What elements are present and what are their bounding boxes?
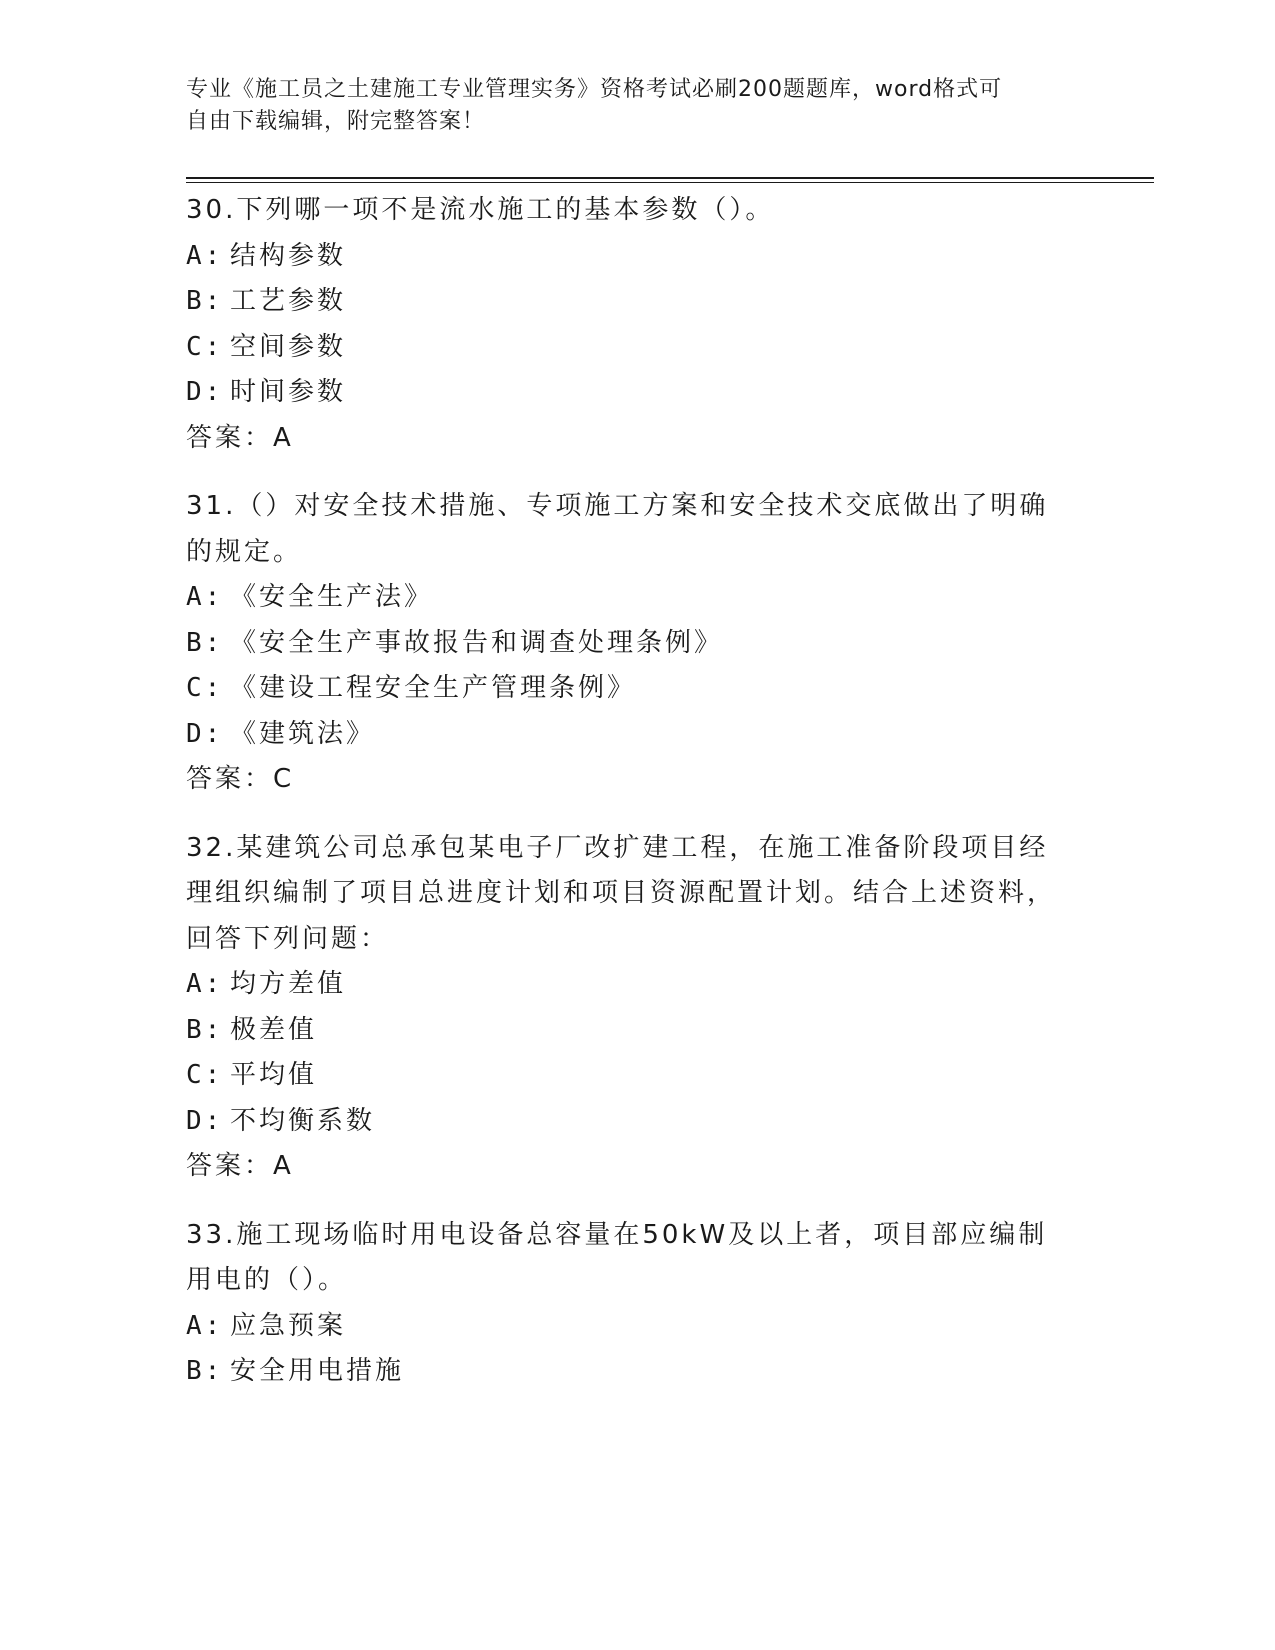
question-32 bbox=[186, 826, 1076, 1190]
option-key: A: bbox=[186, 240, 224, 271]
option-text: 平均值 bbox=[230, 1060, 318, 1090]
question-30 bbox=[186, 188, 1076, 461]
option-key: C: bbox=[186, 673, 224, 703]
header-divider-thick bbox=[186, 177, 1154, 179]
option-c bbox=[186, 1053, 1076, 1099]
option-b bbox=[186, 621, 1076, 667]
option-text: 结构参数 bbox=[230, 240, 347, 271]
option-key: B: bbox=[186, 286, 224, 316]
option-a bbox=[186, 962, 1076, 1008]
option-a bbox=[186, 575, 1076, 621]
option-d bbox=[186, 370, 1076, 416]
option-text: 《建设工程安全生产管理条例》 bbox=[230, 673, 637, 703]
document-header bbox=[186, 74, 1066, 138]
question-33 bbox=[186, 1213, 1076, 1395]
option-key: D: bbox=[186, 377, 224, 407]
question-stem: 32.某建筑公司总承包某电子厂改扩建工程，在施工准备阶段项目经理组织编制了项目总进度计划和项目资源配置计划。结合上述资料，回答下列问题： bbox=[186, 832, 1057, 954]
option-text: 《安全生产事故报告和调查处理条例》 bbox=[230, 627, 724, 658]
question-stem: 31.（）对安全技术措施、专项施工方案和安全技术交底做出了明确的规定。 bbox=[186, 491, 1049, 567]
option-text: 工艺参数 bbox=[230, 286, 347, 316]
option-key: A: bbox=[186, 1310, 224, 1341]
answer-line: 答案：A bbox=[186, 1151, 294, 1181]
option-d bbox=[186, 712, 1076, 758]
question-31 bbox=[186, 484, 1076, 803]
option-text: 极差值 bbox=[230, 1014, 318, 1045]
option-b bbox=[186, 1008, 1076, 1054]
option-key: D: bbox=[186, 1105, 224, 1136]
option-text: 时间参数 bbox=[230, 377, 347, 407]
option-d bbox=[186, 1099, 1076, 1145]
option-text: 应急预案 bbox=[230, 1310, 347, 1341]
question-list bbox=[186, 188, 1076, 1418]
option-key: B: bbox=[186, 1356, 224, 1386]
header-divider-thin bbox=[186, 182, 1154, 183]
option-text: 不均衡系数 bbox=[230, 1105, 376, 1136]
option-key: C: bbox=[186, 1060, 224, 1090]
option-text: 安全用电措施 bbox=[230, 1356, 405, 1386]
question-stem: 33.施工现场临时用电设备总容量在50kW及以上者，项目部应编制用电的（）。 bbox=[186, 1219, 1048, 1295]
option-a bbox=[186, 1304, 1076, 1350]
option-c bbox=[186, 666, 1076, 712]
option-key: A: bbox=[186, 582, 224, 612]
option-text: 空间参数 bbox=[230, 331, 347, 362]
option-b bbox=[186, 279, 1076, 325]
answer-line: 答案：A bbox=[186, 422, 294, 453]
option-key: A: bbox=[186, 969, 224, 999]
option-text: 《安全生产法》 bbox=[230, 582, 434, 612]
option-b bbox=[186, 1349, 1076, 1395]
option-key: B: bbox=[186, 627, 224, 658]
option-key: C: bbox=[186, 331, 224, 362]
option-key: D: bbox=[186, 718, 224, 749]
option-c bbox=[186, 325, 1076, 371]
option-a bbox=[186, 234, 1076, 280]
option-text: 均方差值 bbox=[230, 969, 347, 999]
question-stem: 30.下列哪一项不是流水施工的基本参数（）。 bbox=[186, 195, 775, 225]
answer-line: 答案：C bbox=[186, 764, 295, 794]
header-line-1: 专业《施工员之土建施工专业管理实务》资格考试必刷200题题库，word格式可 bbox=[186, 77, 1003, 102]
option-text: 《建筑法》 bbox=[230, 718, 376, 749]
header-line-2: 自由下载编辑，附完整答案！ bbox=[186, 109, 486, 134]
option-key: B: bbox=[186, 1014, 224, 1045]
